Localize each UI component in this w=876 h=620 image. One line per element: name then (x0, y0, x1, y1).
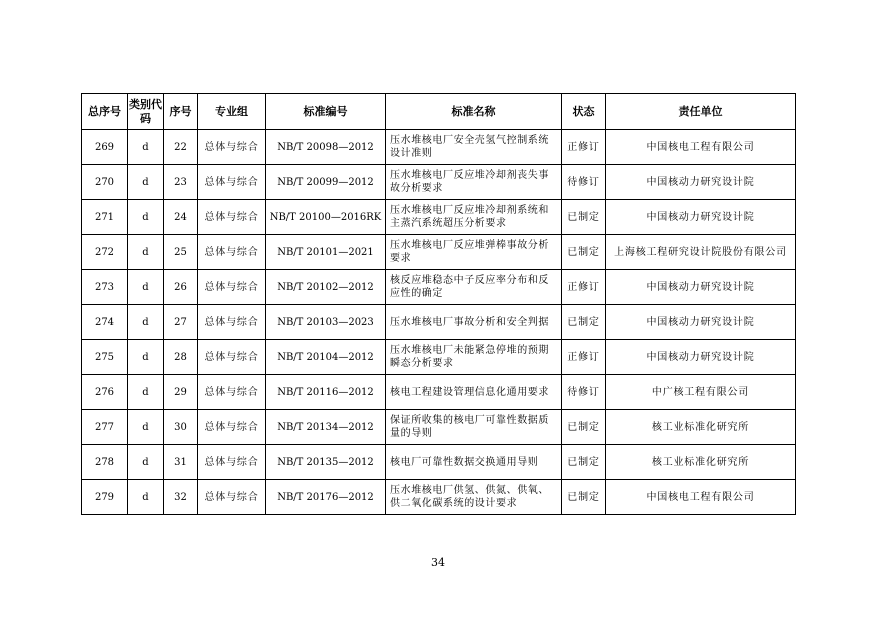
table-header-row (82, 94, 796, 130)
cell-responsible-unit: 上海核工程研究设计院股份有限公司 (606, 235, 796, 270)
cell-responsible-unit: 中国核电工程有限公司 (606, 130, 796, 165)
page-number: 34 (431, 556, 445, 569)
cell-responsible-unit: 中广核工程有限公司 (606, 375, 796, 410)
cell-total-no: 273 (82, 270, 128, 305)
cell-standard-number: NB/T 20099—2012 (266, 165, 386, 200)
cell-specialty-group: 总体与综合 (198, 305, 266, 340)
cell-total-no: 270 (82, 165, 128, 200)
cell-seq-no: 25 (164, 235, 198, 270)
cell-specialty-group: 总体与综合 (198, 340, 266, 375)
cell-status: 已制定 (562, 445, 606, 480)
table-row (82, 200, 796, 235)
cell-seq-no: 29 (164, 375, 198, 410)
cell-standard-number: NB/T 20100—2016RK (266, 200, 386, 235)
cell-standard-name: 核反应堆稳态中子反应率分布和反应性的确定 (386, 270, 562, 305)
cell-responsible-unit: 中国核动力研究设计院 (606, 305, 796, 340)
cell-status: 已制定 (562, 480, 606, 515)
header-category-code: 类别代码 (128, 94, 164, 130)
cell-category-code: d (128, 445, 164, 480)
cell-responsible-unit: 中国核动力研究设计院 (606, 340, 796, 375)
cell-seq-no: 23 (164, 165, 198, 200)
cell-specialty-group: 总体与综合 (198, 480, 266, 515)
table-row (82, 340, 796, 375)
cell-responsible-unit: 中国核动力研究设计院 (606, 165, 796, 200)
cell-standard-name: 压水堆核电厂反应堆冷却剂系统和主蒸汽系统超压分析要求 (386, 200, 562, 235)
cell-specialty-group: 总体与综合 (198, 410, 266, 445)
cell-standard-name: 压水堆核电厂供氢、供氮、供氧、供二氧化碳系统的设计要求 (386, 480, 562, 515)
cell-status: 正修订 (562, 340, 606, 375)
cell-seq-no: 22 (164, 130, 198, 165)
header-seq-no: 序号 (164, 94, 198, 130)
cell-total-no: 278 (82, 445, 128, 480)
cell-standard-name: 压水堆核电厂事故分析和安全判据 (386, 305, 562, 340)
header-specialty-group: 专业组 (198, 94, 266, 130)
cell-standard-name: 核电厂可靠性数据交换通用导则 (386, 445, 562, 480)
cell-seq-no: 24 (164, 200, 198, 235)
cell-status: 已制定 (562, 305, 606, 340)
cell-category-code: d (128, 165, 164, 200)
cell-standard-number: NB/T 20176—2012 (266, 480, 386, 515)
cell-category-code: d (128, 270, 164, 305)
table-row (82, 235, 796, 270)
cell-responsible-unit: 核工业标准化研究所 (606, 410, 796, 445)
cell-standard-name: 保证所收集的核电厂可靠性数据质量的导则 (386, 410, 562, 445)
cell-standard-number: NB/T 20098—2012 (266, 130, 386, 165)
cell-status: 已制定 (562, 235, 606, 270)
standards-table (81, 93, 796, 515)
cell-standard-name: 压水堆核电厂反应堆弹棒事故分析要求 (386, 235, 562, 270)
cell-category-code: d (128, 410, 164, 445)
cell-total-no: 277 (82, 410, 128, 445)
cell-responsible-unit: 核工业标准化研究所 (606, 445, 796, 480)
cell-status: 已制定 (562, 410, 606, 445)
header-total-no: 总序号 (82, 94, 128, 130)
header-status: 状态 (562, 94, 606, 130)
cell-seq-no: 27 (164, 305, 198, 340)
cell-total-no: 276 (82, 375, 128, 410)
cell-total-no: 269 (82, 130, 128, 165)
cell-standard-number: NB/T 20103—2023 (266, 305, 386, 340)
cell-total-no: 271 (82, 200, 128, 235)
cell-total-no: 274 (82, 305, 128, 340)
cell-specialty-group: 总体与综合 (198, 445, 266, 480)
cell-standard-number: NB/T 20104—2012 (266, 340, 386, 375)
cell-category-code: d (128, 375, 164, 410)
cell-seq-no: 26 (164, 270, 198, 305)
cell-specialty-group: 总体与综合 (198, 200, 266, 235)
cell-seq-no: 31 (164, 445, 198, 480)
cell-category-code: d (128, 305, 164, 340)
cell-specialty-group: 总体与综合 (198, 165, 266, 200)
cell-status: 待修订 (562, 375, 606, 410)
cell-seq-no: 28 (164, 340, 198, 375)
cell-total-no: 275 (82, 340, 128, 375)
cell-status: 已制定 (562, 200, 606, 235)
table-row (82, 165, 796, 200)
cell-responsible-unit: 中国核动力研究设计院 (606, 270, 796, 305)
table-row (82, 410, 796, 445)
cell-specialty-group: 总体与综合 (198, 130, 266, 165)
cell-status: 待修订 (562, 165, 606, 200)
cell-seq-no: 32 (164, 480, 198, 515)
cell-specialty-group: 总体与综合 (198, 375, 266, 410)
cell-standard-name: 压水堆核电厂安全壳氢气控制系统设计准则 (386, 130, 562, 165)
cell-standard-name: 压水堆核电厂反应堆冷却剂丧失事故分析要求 (386, 165, 562, 200)
table-row (82, 305, 796, 340)
table-row (82, 480, 796, 515)
cell-responsible-unit: 中国核动力研究设计院 (606, 200, 796, 235)
cell-category-code: d (128, 235, 164, 270)
table-row (82, 375, 796, 410)
cell-standard-number: NB/T 20102—2012 (266, 270, 386, 305)
cell-category-code: d (128, 480, 164, 515)
cell-standard-number: NB/T 20135—2012 (266, 445, 386, 480)
cell-category-code: d (128, 130, 164, 165)
header-standard-number: 标准编号 (266, 94, 386, 130)
header-standard-name: 标准名称 (386, 94, 562, 130)
cell-responsible-unit: 中国核电工程有限公司 (606, 480, 796, 515)
cell-category-code: d (128, 340, 164, 375)
table-row (82, 445, 796, 480)
cell-standard-number: NB/T 20116—2012 (266, 375, 386, 410)
cell-status: 正修订 (562, 130, 606, 165)
cell-total-no: 279 (82, 480, 128, 515)
cell-status: 正修订 (562, 270, 606, 305)
cell-standard-number: NB/T 20101—2021 (266, 235, 386, 270)
table-row (82, 270, 796, 305)
cell-seq-no: 30 (164, 410, 198, 445)
cell-specialty-group: 总体与综合 (198, 270, 266, 305)
header-responsible-unit: 责任单位 (606, 94, 796, 130)
table-row (82, 130, 796, 165)
cell-standard-name: 核电工程建设管理信息化通用要求 (386, 375, 562, 410)
cell-standard-number: NB/T 20134—2012 (266, 410, 386, 445)
cell-specialty-group: 总体与综合 (198, 235, 266, 270)
cell-standard-name: 压水堆核电厂未能紧急停堆的预期瞬态分析要求 (386, 340, 562, 375)
cell-total-no: 272 (82, 235, 128, 270)
cell-category-code: d (128, 200, 164, 235)
